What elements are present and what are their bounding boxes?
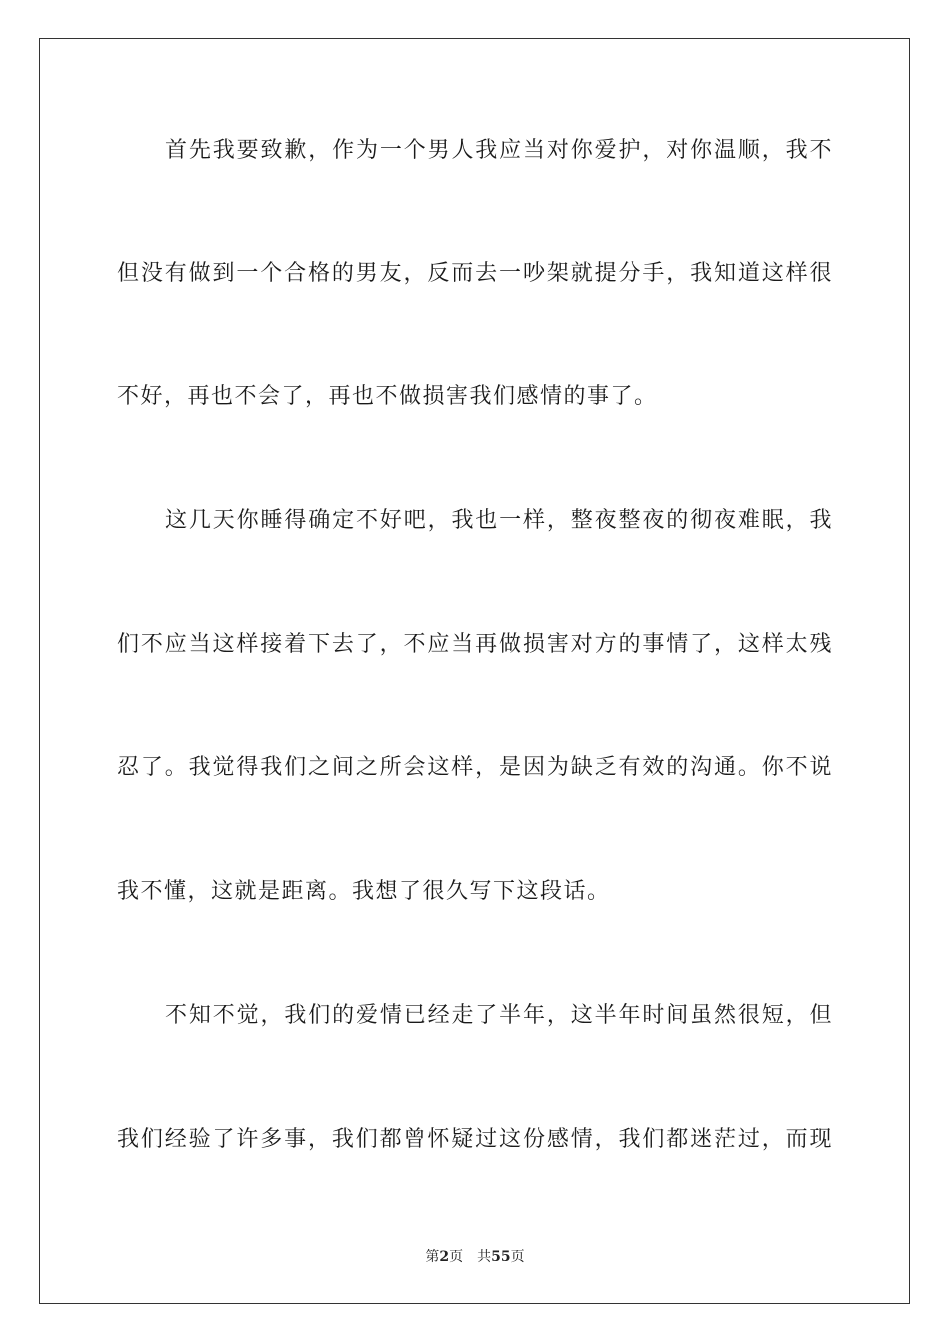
page-number: 2 [439, 1249, 450, 1265]
paragraph-2-line-2: 们不应当这样接着下去了，不应当再做损害对方的事情了，这样太残 [117, 632, 833, 657]
paragraph-1-line-1: 首先我要致歉，作为一个男人我应当对你爱护，对你温顺，我不 [165, 138, 833, 163]
page-prefix: 第 [425, 1249, 440, 1265]
paragraph-3-line-1: 不知不觉，我们的爱情已经走了半年，这半年时间虽然很短，但 [165, 1003, 833, 1028]
total-prefix: 共 [477, 1249, 492, 1265]
page-suffix: 页 [449, 1249, 464, 1265]
paragraph-2-line-3: 忍了。我觉得我们之间之所会这样，是因为缺乏有效的沟通。你不说 [117, 755, 833, 780]
paragraph-3-line-2: 我们经验了许多事，我们都曾怀疑过这份感情，我们都迷茫过，而现 [117, 1127, 833, 1152]
total-suffix: 页 [510, 1249, 525, 1265]
paragraph-2-line-4: 我不懂，这就是距离。我想了很久写下这段话。 [117, 879, 611, 904]
paragraph-1-line-3: 不好，再也不会了，再也不做损害我们感情的事了。 [117, 384, 658, 409]
paragraph-1-line-2: 但没有做到一个合格的男友，反而去一吵架就提分手，我知道这样很 [117, 261, 833, 286]
page-border [39, 38, 910, 1304]
page-footer [0, 1247, 950, 1267]
paragraph-2-line-1: 这几天你睡得确定不好吧，我也一样，整夜整夜的彻夜难眠，我 [165, 508, 833, 533]
total-pages: 55 [491, 1249, 511, 1265]
